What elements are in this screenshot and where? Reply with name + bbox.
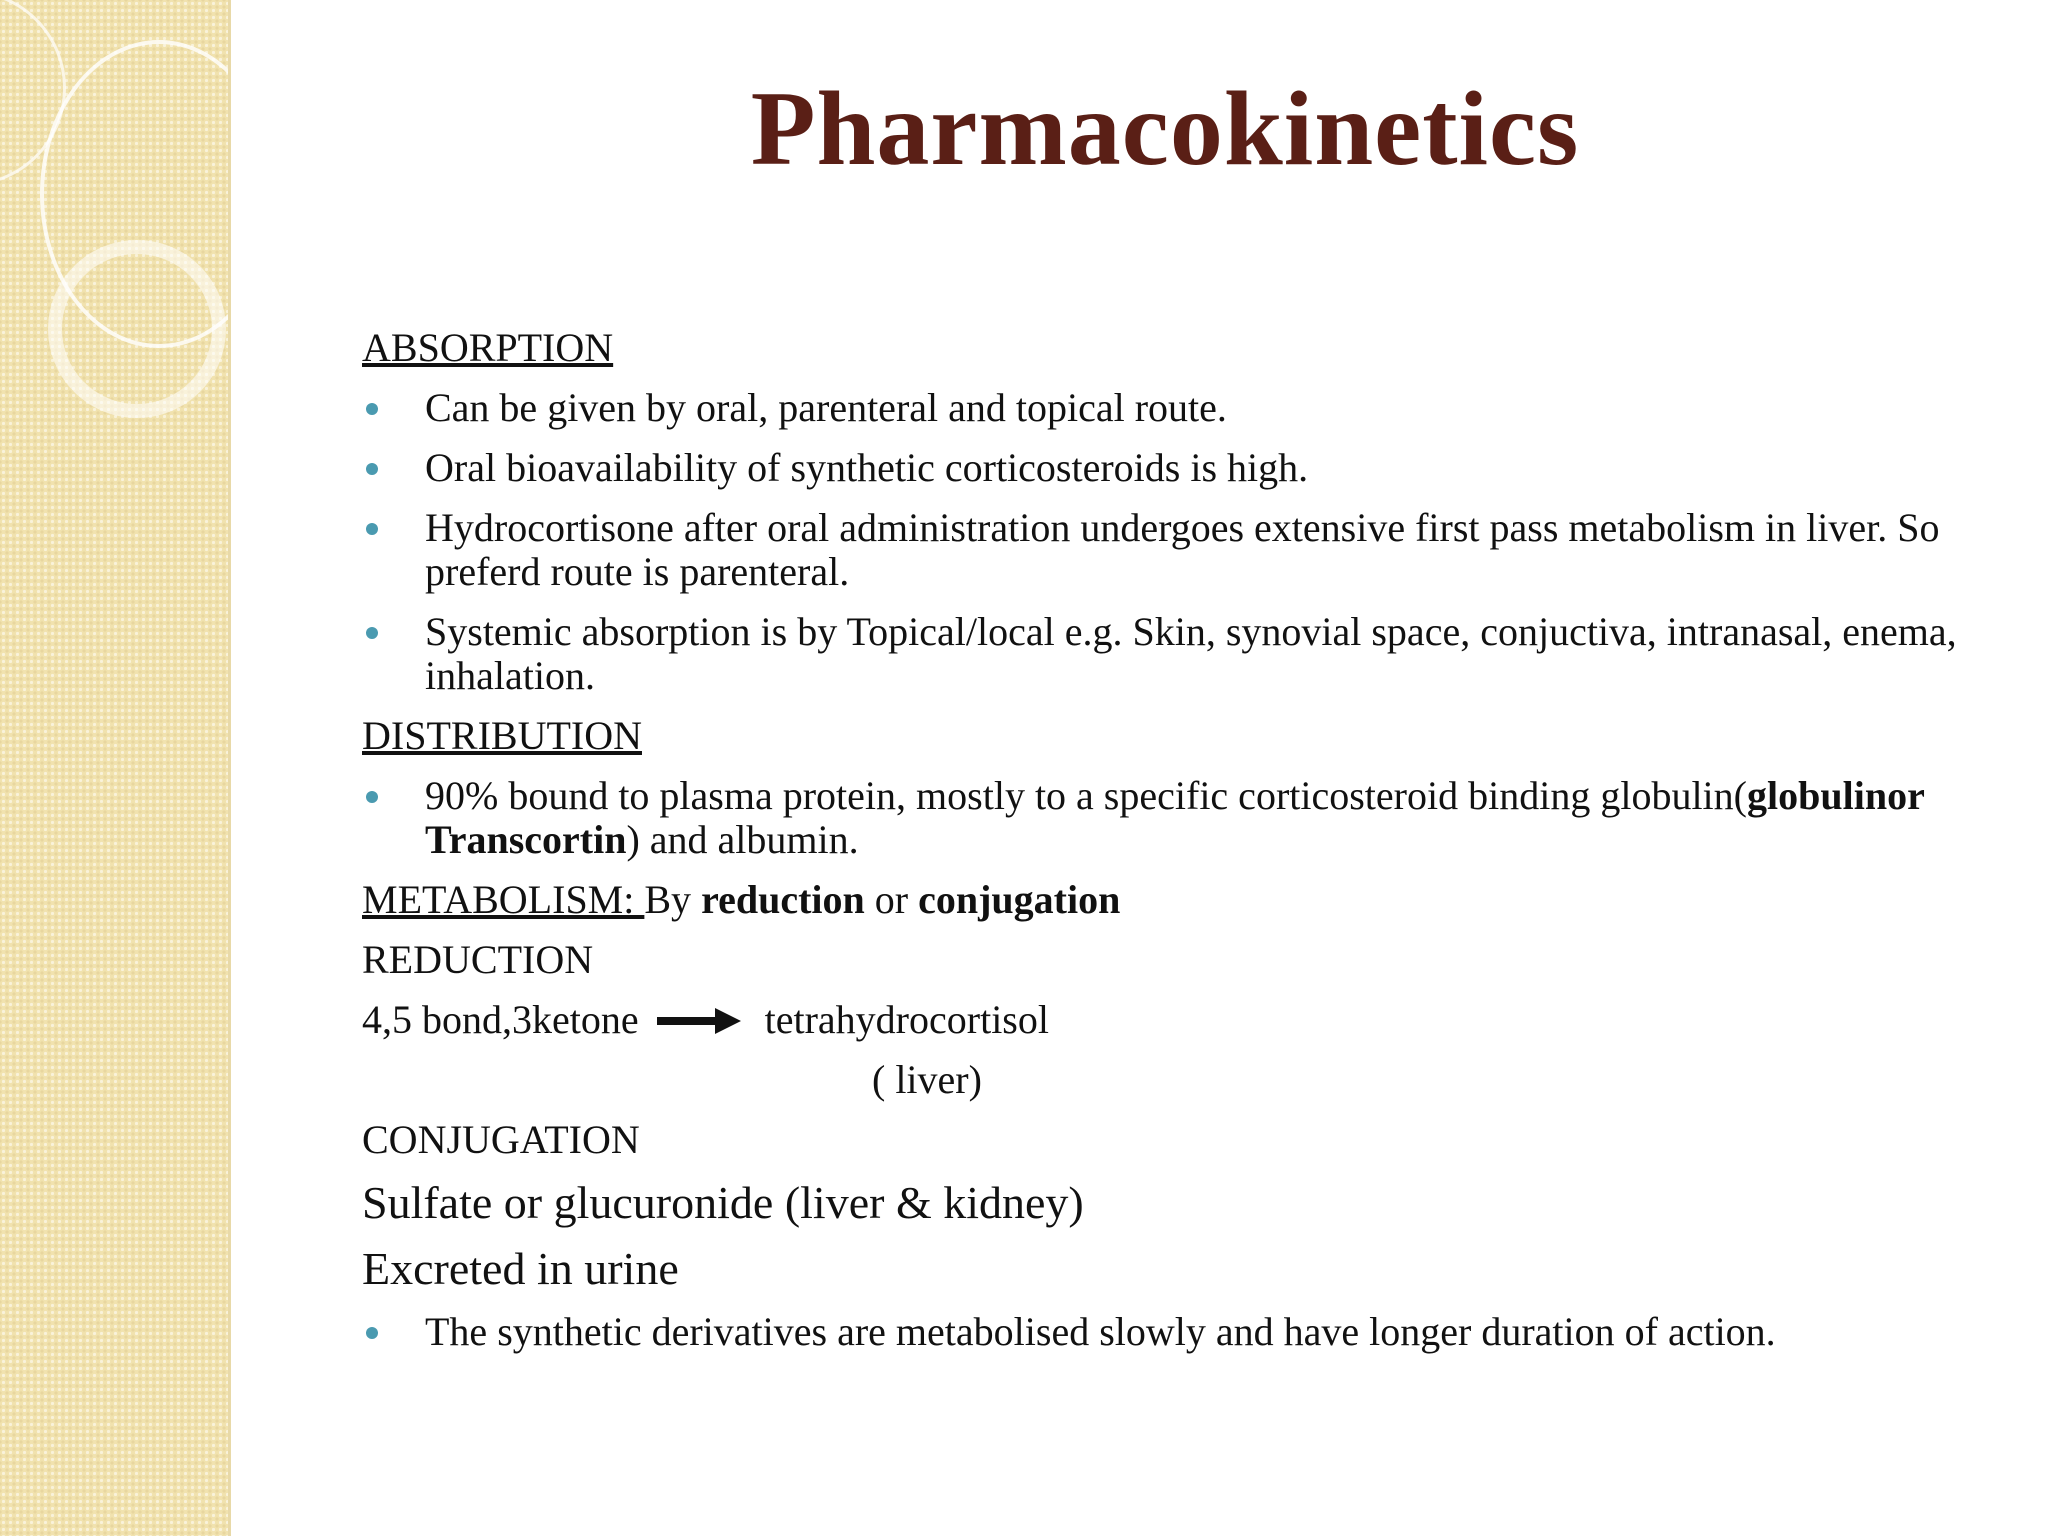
slide-body [362,326,2002,1370]
conjugation-heading: CONJUGATION [362,1117,640,1162]
absorption-bullet: Oral bioavailability of synthetic corticosteroids is high. [362,446,2002,490]
absorption-bullet: Hydrocortisone after oral administration undergoes extensive first pass metabolism in liver. So preferd route is parenteral. [362,506,2002,594]
slide-title: Pharmacokinetics [750,70,1580,187]
absorption-bullet: Can be given by oral, parenteral and topical route. [362,386,2002,430]
conjugation-line: Sulfate or glucuronide (liver & kidney) [362,1177,1084,1228]
distribution-bold-text: globulinor Transcortin [425,773,1925,862]
reduction-heading: REDUCTION [362,937,594,982]
reduction-equation [362,998,2002,1042]
distribution-bullet [362,774,2002,862]
absorption-heading: ABSORPTION [362,325,614,370]
excretion-line: Excreted in urine [362,1243,679,1294]
decorative-ring [48,240,226,418]
distribution-text: ) and albumin. [626,817,859,862]
metabolism-bold-reduction: reduction [701,877,865,922]
metabolism-bold-conjugation: conjugation [918,877,1121,922]
metabolism-heading: METABOLISM: [362,877,645,922]
right-arrow-icon [657,1011,741,1029]
absorption-bullet: Systemic absorption is by Topical/local e.g. Skin, synovial space, conjuctiva, intranasal, enema, inhalation. [362,610,2002,698]
metabolism-text: or [864,877,919,922]
reduction-from: 4,5 bond,3ketone [362,997,639,1042]
distribution-heading: DISTRIBUTION [362,713,642,758]
distribution-text: 90% bound to plasma protein, mostly to a specific corticosteroid binding globulin( [425,773,1747,818]
metabolism-line [362,878,2002,922]
decorative-sidebar [0,0,231,1536]
reduction-site: ( liver) [872,1057,982,1102]
conjugation-bullet: The synthetic derivatives are metabolised slowly and have longer duration of action. [362,1310,2002,1354]
reduction-to: tetrahydrocortisol [764,997,1049,1042]
metabolism-text: By [644,877,702,922]
